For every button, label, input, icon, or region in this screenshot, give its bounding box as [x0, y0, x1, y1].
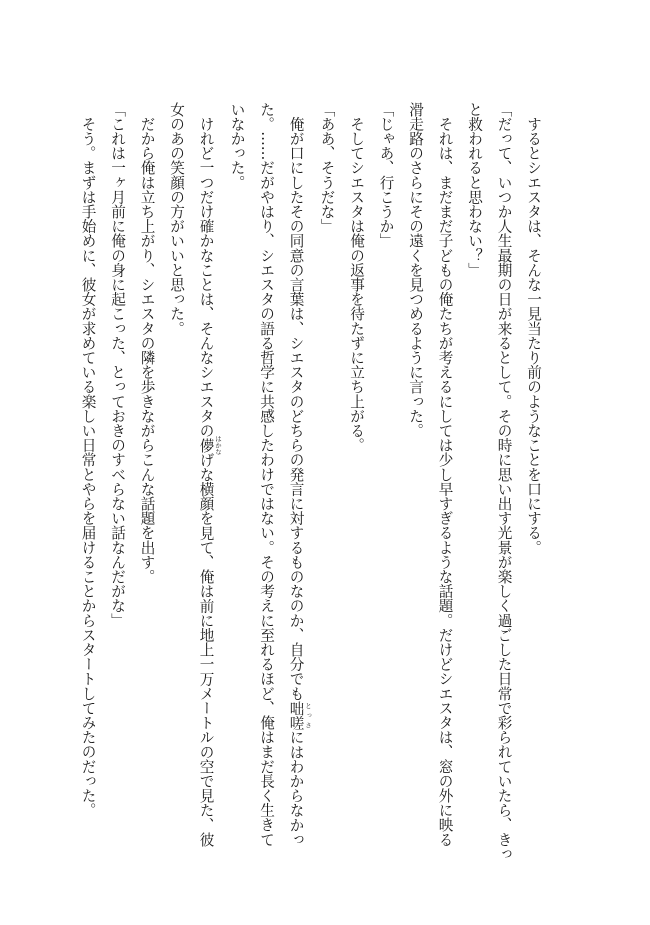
text-line: 「これは一ヶ月前に俺の身に起こった、とっておきのすべらない話なんだがな」 [109, 102, 126, 628]
text-line: そしてシエスタは俺の返事を待たずに立ち上がる。 [348, 102, 365, 453]
furigana-word [287, 700, 312, 730]
text-line [191, 102, 222, 847]
ruby-reading: はかな [214, 435, 222, 455]
text-line: 女のあの笑顔の方がいいと思った。 [168, 102, 185, 336]
text-line: だから俺は立ち上がり、シエスタの隣を歩きながらこんな話題を出す。 [138, 102, 156, 584]
ruby-base: 咄嗟 [287, 700, 305, 730]
furigana-word [197, 435, 222, 455]
text-line: 「じゃあ、行こうか」 [377, 102, 395, 248]
ruby-reading: とっさ [304, 700, 312, 730]
text-line [281, 102, 312, 847]
text-line: と救われると思わない？」 [466, 102, 483, 278]
text-line: 「だって、いつか人生最期の日が来るとして。その時に思い出す光景が楽しく過ごした日常で彩られていたら、きっ [495, 102, 513, 862]
text-line: た。……だがやはり、シエスタの語る哲学に共感したわけではない。その考えに至れるほど、俺はまだ長く生きて [258, 102, 275, 847]
text-segment: けれど一つだけ確かなことは、そんなシエスタの [197, 102, 215, 438]
text-segment: げな横顔を見て、俺は前に地上一万メートルの空で見た、彼 [197, 452, 215, 847]
vertical-text-body [79, 102, 548, 862]
text-line: いなかった。 [228, 102, 246, 190]
text-line: 「ああ、そうだな」 [318, 102, 336, 234]
text-line: 滑走路のさらにその遠くを見つめるように言った。 [407, 102, 424, 438]
text-segment: 俺が口にしたその同意の言葉は、シエスタのどちらの発言に対するものなのか、自分でも [287, 102, 305, 701]
text-line: それは、まだまだ子どもの俺たちが考えるにしては少し早すぎるような話題。だけどシエスタは、窓の外に映る [436, 102, 454, 847]
text-line: するとシエスタは、そんな一見当たり前のようなことを口にする。 [525, 102, 542, 555]
text-segment: にはわからなかっ [287, 729, 305, 847]
text-line: そう。まずは手始めに、彼女が求めている楽しい日常とやらを届けることからスタートしてみたのだった。 [79, 102, 97, 818]
ruby-base: 儚 [197, 435, 215, 455]
